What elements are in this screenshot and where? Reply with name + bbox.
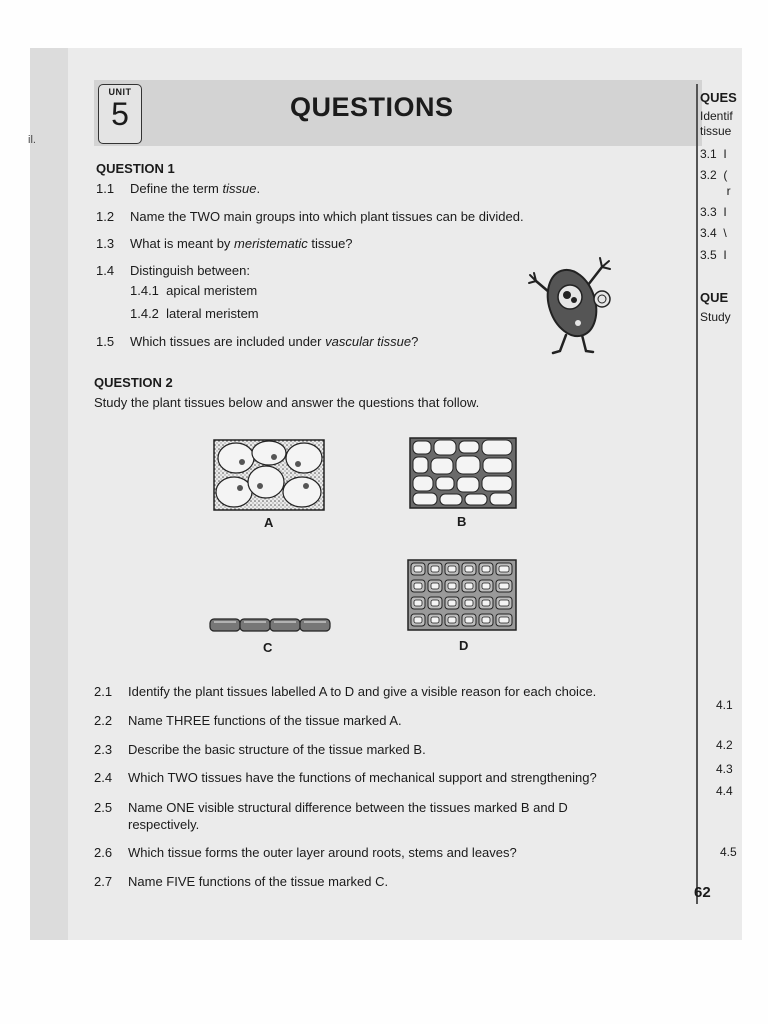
page-number: 62: [694, 884, 711, 901]
cell-mascot-illustration: [520, 253, 620, 361]
next-page-item-4-5: 4.5: [720, 845, 737, 859]
next-page-item-3-2: 3.2 (: [700, 168, 728, 182]
next-page-item-3-5: 3.5 I: [700, 248, 727, 262]
next-page-heading-1: QUES: [700, 90, 737, 105]
unit-badge: [98, 84, 142, 144]
book-page: il. UNIT 5 QUESTIONS QUESTION 1 1.1 Define the term tissue. 1.2 Name the TWO main groups into which plant tissues can be divided. 1.3 What is meant by meristematic tissue? 1.4 Distinguish between: 1.4.1 apical meristem 1.4.2 lateral meristem 1.5 Which tissues are included under vascular tissue? QUESTION 2 Study the plant tissues below and answer the questions that follow. A B C D 2.1 Identify the plant tissues labelled A to D and give a visible reason for each choice. 2.2 Name THREE functions of the tissue marked A. 2.3 Describe the basic structure of the tissue marked B. 2.4 Which TWO tissues have the functions of mechanical support and strengthening? 2.5 Name ONE visible structural difference between the tissues marked B and D respectively. 2.6 Which tissue forms the outer layer around roots, stems and leaves? 2.7 Name FIVE functions of the tissue marked C. QUES Identif tissue 3.1 I 3.2 ( r 3.3 I 3.4 \ 3.5 I QUE Study 4.1 4.2 4.3 4.4 4.5 62: [30, 48, 742, 940]
figure-label-b: B: [457, 514, 467, 529]
next-page-heading-2: QUE: [700, 290, 729, 305]
subitem-1-4-2: 1.4.2 lateral meristem: [130, 306, 259, 321]
question-item-2-5-continued: respectively.: [128, 817, 200, 832]
next-page-item-3-1: 3.1 I: [700, 147, 727, 161]
page-divider: [696, 84, 698, 904]
question2-heading: QUESTION 2: [94, 375, 173, 390]
next-page-item-3-3: 3.3 I: [700, 205, 727, 219]
next-page-item-4-1: 4.1: [716, 698, 733, 712]
next-page-fragment: r: [726, 184, 731, 198]
question2-intro: Study the plant tissues below and answer the questions that follow.: [94, 395, 480, 410]
next-page-item-4-2: 4.2: [716, 738, 733, 752]
next-page-item-3-4: 3.4 \: [700, 226, 727, 240]
previous-page-edge: [30, 48, 68, 940]
next-page-line-2: tissue: [700, 124, 732, 138]
unit-number: 5: [111, 96, 129, 132]
next-page-line-1: Identif: [700, 109, 733, 123]
tissue-b-collenchyma-drawing: [410, 438, 516, 508]
figure-label-d: D: [459, 638, 469, 653]
tissue-d-sclerenchyma-drawing: [408, 560, 516, 630]
subitem-1-4-1: 1.4.1 apical meristem: [130, 283, 258, 298]
tissue-a-parenchyma-drawing: [214, 440, 324, 510]
figure-label-c: C: [263, 640, 273, 655]
next-page-item-4-3: 4.3: [716, 762, 733, 776]
next-page-line-3: Study: [700, 310, 731, 324]
figure-label-a: A: [264, 515, 274, 530]
page-title: QUESTIONS: [290, 92, 454, 122]
tissue-c-epidermis-drawing: [208, 616, 332, 634]
question1-heading: QUESTION 1: [96, 161, 175, 176]
unit-label: UNIT: [108, 87, 132, 97]
margin-text: il.: [28, 134, 36, 146]
next-page-item-4-4: 4.4: [716, 784, 733, 798]
